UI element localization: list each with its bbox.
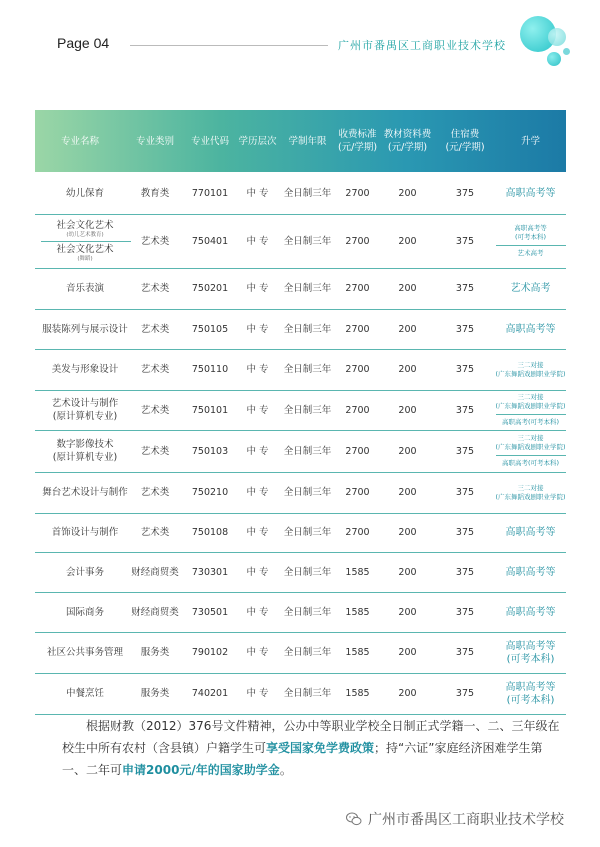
cell-dorm-value: 375 <box>455 445 475 457</box>
cell-fee-value: 2700 <box>345 404 370 416</box>
policy-note <box>62 715 562 781</box>
cell-books-value: 200 <box>398 323 417 335</box>
cell-dorm <box>435 349 495 390</box>
cell-fee-value: 2700 <box>345 527 370 538</box>
major-name-cell <box>35 552 135 592</box>
upgrade-path: 高职高考等 <box>505 640 556 652</box>
cell-years <box>280 513 335 552</box>
upgrade-cell <box>495 632 566 673</box>
major-name-cell <box>35 309 135 349</box>
cell-dorm-value: 375 <box>455 566 475 578</box>
cell-years-value: 全日制三年 <box>283 364 332 375</box>
cell-code <box>185 430 235 472</box>
cell-books <box>380 214 435 268</box>
cell-level-value: 中 专 <box>246 688 269 699</box>
cell-level-value: 中 专 <box>246 445 269 457</box>
cell-category <box>125 349 185 390</box>
major-name: 幼儿保育 <box>65 187 104 199</box>
cell-level <box>235 214 280 268</box>
cell-books <box>380 268 435 309</box>
column-header: 升学 <box>520 135 540 147</box>
upgrade-cell <box>495 430 566 472</box>
cell-category-value: 服务类 <box>140 688 170 699</box>
upgrade-path-note: (广东舞蹈戏剧职业学院) <box>495 369 566 378</box>
cell-code-value: 750101 <box>191 404 229 416</box>
cell-divider <box>496 414 566 415</box>
cell-category <box>125 268 185 309</box>
cell-category-value: 艺术类 <box>140 445 170 457</box>
cell-books-value: 200 <box>398 187 417 199</box>
cell-category-value: 艺术类 <box>140 487 170 498</box>
cell-dorm <box>435 632 495 673</box>
header-divider <box>130 45 328 46</box>
cell-years <box>280 673 335 714</box>
cell-fee-value: 2700 <box>345 235 370 247</box>
upgrade-path-note: (广东舞蹈戏剧职业学院) <box>495 443 566 451</box>
major-name-cell <box>35 430 135 472</box>
cell-dorm-value: 375 <box>455 187 475 199</box>
cell-level-value: 中 专 <box>246 606 269 618</box>
cell-level-value: 中 专 <box>246 187 269 199</box>
cell-fee-value: 2700 <box>345 187 370 199</box>
cell-fee-value: 1585 <box>345 566 370 578</box>
cell-category <box>125 430 185 472</box>
cell-dorm <box>435 172 495 214</box>
cell-category-value: 艺术类 <box>140 323 170 335</box>
cell-dorm-value: 375 <box>455 235 475 247</box>
cell-years-value: 全日制三年 <box>283 688 332 699</box>
cell-category-value: 艺术类 <box>140 364 170 375</box>
table-row <box>35 268 566 310</box>
upgrade-path-alt: 艺术高考 <box>517 249 544 257</box>
cell-category <box>125 472 185 513</box>
cell-dorm-value: 375 <box>455 606 475 618</box>
cell-books <box>380 592 435 632</box>
table-header <box>35 110 566 172</box>
upgrade-path: 三二对接 <box>517 483 544 492</box>
cell-code-value: 750201 <box>191 283 229 294</box>
major-name: 舞台艺术设计与制作 <box>42 487 128 498</box>
major-name: 数字影像技术 <box>56 439 114 450</box>
table-row <box>35 309 566 350</box>
cell-books-value: 200 <box>398 445 417 457</box>
cell-dorm <box>435 552 495 592</box>
upgrade-path-note: (广东舞蹈戏剧职业学院) <box>495 492 566 501</box>
cell-level <box>235 349 280 390</box>
upgrade-path: 高职高考等 <box>505 566 556 578</box>
cell-level-value: 中 专 <box>246 566 269 578</box>
cell-category <box>125 214 185 268</box>
cell-code <box>185 268 235 309</box>
cell-books <box>380 513 435 552</box>
upgrade-cell <box>495 513 566 552</box>
cell-dorm <box>435 309 495 349</box>
cell-dorm-value: 375 <box>455 323 475 335</box>
upgrade-path-note: (广东舞蹈戏剧职业学院) <box>495 402 566 410</box>
major-name-cell <box>35 592 135 632</box>
cell-category <box>125 390 185 430</box>
note-text: ；持“六证”家庭经济困难学生第一、二年可 <box>62 741 543 777</box>
cell-level-value: 中 专 <box>246 283 269 294</box>
cell-divider <box>496 455 566 456</box>
cell-dorm <box>435 390 495 430</box>
cell-fee-value: 2700 <box>345 487 370 498</box>
cell-code-value: 750210 <box>191 487 229 498</box>
cell-category-value: 财经商贸类 <box>131 566 179 578</box>
cell-books <box>380 673 435 714</box>
cell-fee-value: 2700 <box>345 364 370 375</box>
major-name: 艺术设计与制作 <box>51 398 119 409</box>
column-header: 住宿费 (元/学期) <box>445 129 485 153</box>
major-name: 首饰设计与制作 <box>51 527 119 538</box>
cell-category-value: 艺术类 <box>140 404 170 416</box>
cell-books <box>380 309 435 349</box>
decorative-bubble <box>548 28 566 46</box>
major-name-sub: (幼儿艺术教育) <box>66 232 104 238</box>
cell-books-value: 200 <box>398 235 417 247</box>
cell-books <box>380 349 435 390</box>
cell-divider <box>41 241 131 242</box>
cell-books-value: 200 <box>398 606 417 618</box>
cell-category-value: 服务类 <box>140 647 170 658</box>
cell-fee-value: 1585 <box>345 688 370 699</box>
cell-years <box>280 472 335 513</box>
table-row <box>35 513 566 553</box>
cell-years <box>280 268 335 309</box>
upgrade-cell <box>495 673 566 714</box>
major-name-cell <box>35 513 135 552</box>
cell-code-value: 750110 <box>191 364 229 375</box>
upgrade-cell <box>495 472 566 513</box>
major-name-cell <box>35 673 135 714</box>
column-header: 学制年限 <box>288 135 327 147</box>
cell-code <box>185 472 235 513</box>
major-name: 中餐烹饪 <box>65 688 104 699</box>
column-header: 专业类别 <box>135 135 174 147</box>
cell-fee-value: 2700 <box>345 283 370 294</box>
cell-dorm-value: 375 <box>455 487 475 498</box>
cell-level <box>235 552 280 592</box>
major-name-cell <box>35 268 135 309</box>
upgrade-cell <box>495 214 566 268</box>
major-name: 美发与形象设计 <box>51 364 119 375</box>
cell-fee <box>335 268 380 309</box>
note-highlight: 享受国家免学费政策 <box>266 741 375 755</box>
cell-category <box>125 632 185 673</box>
cell-code-value: 790102 <box>191 647 229 658</box>
upgrade-path: 三二对接 <box>517 393 544 401</box>
cell-level <box>235 268 280 309</box>
cell-dorm <box>435 472 495 513</box>
cell-level <box>235 472 280 513</box>
cell-code-value: 750103 <box>191 445 229 457</box>
major-name: 会计事务 <box>65 566 104 578</box>
cell-code-value: 740201 <box>191 688 229 699</box>
cell-books-value: 200 <box>398 647 417 658</box>
cell-code <box>185 513 235 552</box>
cell-books-value: 200 <box>398 404 417 416</box>
cell-years <box>280 592 335 632</box>
cell-fee <box>335 513 380 552</box>
major-name: 音乐表演 <box>65 283 104 294</box>
table-row <box>35 349 566 391</box>
upgrade-path-note: (可考本科) <box>514 233 547 241</box>
cell-years-value: 全日制三年 <box>283 487 332 498</box>
cell-fee-value: 1585 <box>345 647 370 658</box>
upgrade-path: 高职高考等 <box>505 681 556 693</box>
cell-fee-value: 2700 <box>345 445 370 457</box>
cell-years-value: 全日制三年 <box>283 445 332 457</box>
table-row <box>35 592 566 633</box>
cell-years <box>280 552 335 592</box>
cell-level-value: 中 专 <box>246 487 269 498</box>
table-row <box>35 472 566 514</box>
cell-level-value: 中 专 <box>246 647 269 658</box>
wechat-icon <box>346 812 362 826</box>
major-name-cell <box>35 472 135 513</box>
table-row <box>35 430 566 473</box>
note-text: 。 <box>279 763 292 777</box>
cell-books-value: 200 <box>398 283 417 294</box>
cell-books <box>380 390 435 430</box>
cell-years-value: 全日制三年 <box>283 606 332 618</box>
table-row <box>35 172 566 215</box>
cell-years-value: 全日制三年 <box>283 527 332 538</box>
cell-level-value: 中 专 <box>246 404 269 416</box>
cell-code <box>185 673 235 714</box>
major-name-sub: (舞蹈) <box>77 256 93 262</box>
cell-category-value: 艺术类 <box>140 235 170 247</box>
table-row <box>35 673 566 715</box>
decorative-bubble <box>563 48 570 55</box>
note-highlight: 申请2000元/年的国家助学金 <box>122 763 280 777</box>
major-name-cell <box>35 349 135 390</box>
cell-fee-value: 1585 <box>345 606 370 618</box>
cell-years <box>280 349 335 390</box>
major-name: 国际商务 <box>65 606 104 618</box>
cell-level <box>235 632 280 673</box>
cell-fee <box>335 349 380 390</box>
cell-code-value: 750105 <box>191 323 229 335</box>
cell-code <box>185 390 235 430</box>
upgrade-path: 高职高考等 <box>505 527 556 538</box>
column-header: 收费标准 (元/学期) <box>337 129 378 153</box>
cell-books <box>380 172 435 214</box>
footer <box>346 809 564 829</box>
cell-category <box>125 673 185 714</box>
cell-fee <box>335 552 380 592</box>
major-name: 社会文化艺术 <box>56 244 114 255</box>
cell-level <box>235 673 280 714</box>
cell-dorm <box>435 268 495 309</box>
cell-years-value: 全日制三年 <box>283 647 332 658</box>
cell-dorm <box>435 592 495 632</box>
cell-code <box>185 172 235 214</box>
major-name: 服装陈列与展示设计 <box>42 323 128 335</box>
cell-category-value: 教育类 <box>140 187 170 199</box>
cell-dorm <box>435 214 495 268</box>
upgrade-cell <box>495 309 566 349</box>
cell-dorm-value: 375 <box>455 688 475 699</box>
upgrade-cell <box>495 172 566 214</box>
cell-code <box>185 309 235 349</box>
cell-code <box>185 632 235 673</box>
cell-fee <box>335 673 380 714</box>
cell-code-value: 750401 <box>191 235 229 247</box>
cell-code <box>185 552 235 592</box>
cell-divider <box>496 245 566 246</box>
table-row <box>35 390 566 431</box>
cell-category <box>125 513 185 552</box>
cell-fee <box>335 214 380 268</box>
column-header: 学历层次 <box>238 135 277 147</box>
upgrade-path: 三二对接 <box>517 360 544 369</box>
upgrade-path: 高职高考等 <box>505 323 556 335</box>
decorative-bubble <box>547 52 561 66</box>
cell-dorm-value: 375 <box>455 527 475 538</box>
upgrade-cell <box>495 552 566 592</box>
table-row <box>35 214 566 269</box>
footer-school-name: 广州市番禺区工商职业技术学校 <box>368 812 564 828</box>
cell-category <box>125 592 185 632</box>
cell-books-value: 200 <box>398 527 417 538</box>
cell-fee <box>335 632 380 673</box>
cell-years-value: 全日制三年 <box>283 323 332 335</box>
upgrade-path-note: (可考本科) <box>506 694 555 706</box>
cell-level <box>235 309 280 349</box>
cell-fee <box>335 430 380 472</box>
cell-code <box>185 592 235 632</box>
table-row <box>35 632 566 674</box>
cell-books-value: 200 <box>398 566 417 578</box>
cell-dorm-value: 375 <box>455 647 475 658</box>
cell-books-value: 200 <box>398 688 417 699</box>
cell-years <box>280 632 335 673</box>
cell-years <box>280 172 335 214</box>
cell-code <box>185 214 235 268</box>
cell-level-value: 中 专 <box>246 323 269 335</box>
cell-years-value: 全日制三年 <box>283 566 332 578</box>
cell-books <box>380 430 435 472</box>
major-name-sub: (原计算机专业) <box>52 411 118 422</box>
cell-category-value: 艺术类 <box>140 283 170 294</box>
upgrade-cell <box>495 390 566 430</box>
cell-books <box>380 632 435 673</box>
upgrade-path: 艺术高考 <box>510 283 551 294</box>
cell-years <box>280 390 335 430</box>
cell-category <box>125 552 185 592</box>
cell-fee <box>335 472 380 513</box>
cell-books <box>380 472 435 513</box>
cell-code <box>185 349 235 390</box>
page-number: Page 04 <box>57 35 110 51</box>
cell-dorm <box>435 673 495 714</box>
cell-years-value: 全日制三年 <box>283 187 332 199</box>
cell-code-value: 770101 <box>191 187 229 199</box>
cell-fee <box>335 309 380 349</box>
cell-dorm <box>435 430 495 472</box>
major-name: 社会文化艺术 <box>56 220 114 231</box>
upgrade-path: 高职高考等 <box>505 606 556 618</box>
major-name: 社区公共事务管理 <box>46 647 123 658</box>
cell-level-value: 中 专 <box>246 527 269 538</box>
major-name-cell <box>35 632 135 673</box>
major-name-cell <box>35 172 135 214</box>
cell-code-value: 730301 <box>191 566 229 578</box>
cell-level <box>235 430 280 472</box>
cell-books-value: 200 <box>398 364 417 375</box>
cell-level-value: 中 专 <box>246 364 269 375</box>
major-name-sub: (原计算机专业) <box>52 452 118 463</box>
upgrade-path: 高职高考等 <box>514 224 547 232</box>
cell-dorm-value: 375 <box>455 283 475 294</box>
upgrade-path-alt: 高职高考(可考本科) <box>501 418 560 426</box>
upgrade-cell <box>495 349 566 390</box>
cell-years <box>280 309 335 349</box>
cell-years-value: 全日制三年 <box>283 404 332 416</box>
cell-years-value: 全日制三年 <box>283 235 332 247</box>
cell-years <box>280 214 335 268</box>
header-school-name: 广州市番禺区工商职业技术学校 <box>338 39 506 52</box>
cell-dorm-value: 375 <box>455 364 475 375</box>
cell-fee <box>335 390 380 430</box>
upgrade-path: 高职高考等 <box>505 187 556 199</box>
cell-books-value: 200 <box>398 487 417 498</box>
cell-years <box>280 430 335 472</box>
cell-category <box>125 309 185 349</box>
column-header: 专业代码 <box>190 135 229 147</box>
cell-category-value: 财经商贸类 <box>131 606 179 618</box>
cell-level <box>235 390 280 430</box>
upgrade-path: 三二对接 <box>517 434 544 442</box>
column-header: 专业名称 <box>60 135 99 147</box>
column-header: 教材资料费 (元/学期) <box>383 129 432 153</box>
cell-years-value: 全日制三年 <box>283 283 332 294</box>
cell-level <box>235 172 280 214</box>
upgrade-cell <box>495 592 566 632</box>
upgrade-path-alt: 高职高考(可考本科) <box>501 459 560 467</box>
note-text: 根据财教（2012）376号文件精神，公办中等职业学校全日制正式学籍一、二、三年级在校生中所有农村（含县镇）户籍学生可 <box>62 719 560 755</box>
cell-fee <box>335 592 380 632</box>
cell-level <box>235 513 280 552</box>
table-row <box>35 552 566 593</box>
cell-fee-value: 2700 <box>345 323 370 335</box>
cell-level-value: 中 专 <box>246 235 269 247</box>
cell-level <box>235 592 280 632</box>
cell-code-value: 750108 <box>191 527 229 538</box>
cell-code-value: 730501 <box>191 606 229 618</box>
cell-fee <box>335 172 380 214</box>
cell-books <box>380 552 435 592</box>
cell-dorm <box>435 513 495 552</box>
major-name-cell <box>35 390 135 430</box>
cell-category <box>125 172 185 214</box>
cell-category-value: 艺术类 <box>140 527 170 538</box>
upgrade-cell <box>495 268 566 309</box>
cell-dorm-value: 375 <box>455 404 475 416</box>
upgrade-path-note: (可考本科) <box>506 653 555 665</box>
